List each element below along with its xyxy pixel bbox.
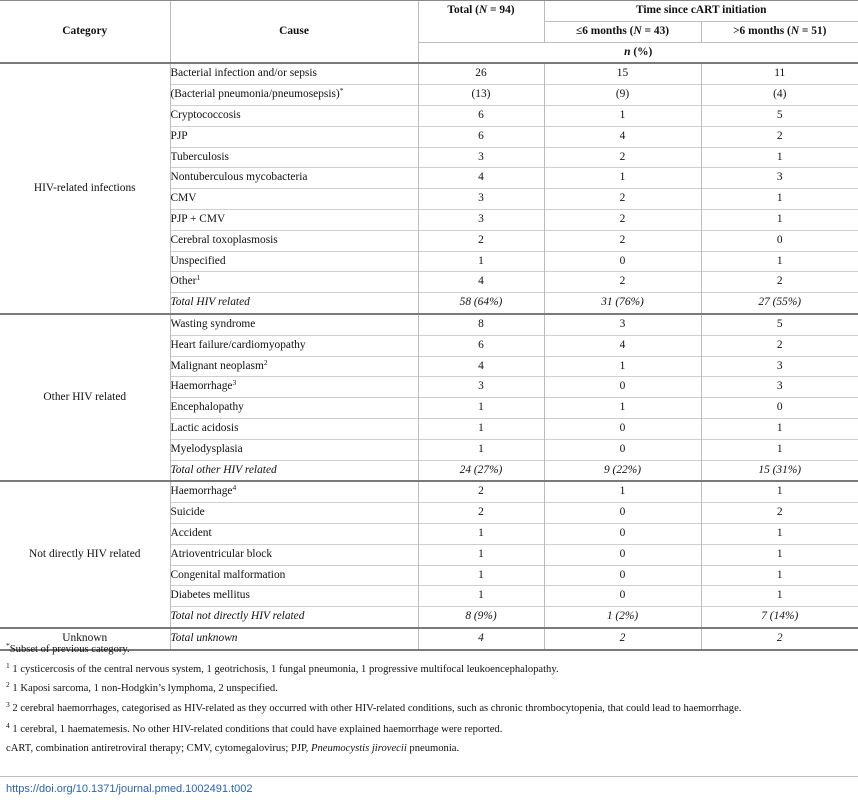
cause-label: Lactic acidosis [170,421,239,434]
value-cell-total: 3 [418,209,544,230]
value-cell-gt6: 3 [701,168,858,189]
value-cell-le6: (9) [544,85,701,106]
value-cell-gt6: 5 [701,314,858,335]
value-cell-le6: 2 [544,628,701,650]
cause-cell [170,293,418,314]
value-cell-total: 1 [418,251,544,272]
value-cell-le6: 0 [544,439,701,460]
value-cell-total: 3 [418,189,544,210]
value-cell-gt6: 1 [701,418,858,439]
value-cell-gt6: 3 [701,377,858,398]
value-cell-total: (13) [418,85,544,106]
value-cell-le6: 0 [544,586,701,607]
value-cell-total: 3 [418,147,544,168]
value-cell-le6: 0 [544,565,701,586]
cause-label: Malignant neoplasm [170,359,264,372]
cause-label: Congenital malformation [170,568,286,581]
value-cell-le6: 1 [544,481,701,502]
value-cell-total: 6 [418,335,544,356]
value-cell-le6: 0 [544,503,701,524]
cause-cell [170,209,418,230]
value-cell-le6: 31 (76%) [544,293,701,314]
value-cell-gt6: 27 (55%) [701,293,858,314]
cause-label: Nontuberculous mycobacteria [170,171,308,184]
cause-cell [170,544,418,565]
cause-label: Tuberculosis [170,150,229,163]
footnote-star: *Subset of previous category. [6,641,130,655]
value-cell-le6: 0 [544,377,701,398]
value-cell-total: 8 (9%) [418,607,544,628]
cause-cell [170,607,418,628]
doi-link[interactable]: https://doi.org/10.1371/journal.pmed.1002491.t002 [6,783,253,795]
value-cell-total: 1 [418,586,544,607]
value-cell-total: 1 [418,418,544,439]
cause-cell [170,272,418,293]
value-cell-gt6: 5 [701,105,858,126]
value-cell-gt6: (4) [701,85,858,106]
value-cell-gt6: 1 [701,523,858,544]
cause-cell [170,314,418,335]
value-cell-total: 1 [418,398,544,419]
header-gt6: >6 months (N = 51) [701,21,858,42]
value-cell-gt6: 0 [701,398,858,419]
footnote-2: $^2$ 1 Kaposi sarcoma, 1 non-Hodgkin’s lymphoma, 2 unspecified. [6,680,278,694]
footnote-1: $^1$ 1 cysticercosis of the central nervous system, 1 geotrichosis, 1 fungal pneumonia, 1 progressive multifocal leukoencephalopathy. [6,660,559,675]
category-cell: Not directly HIV related [0,481,170,628]
header-category: Category [0,1,170,64]
value-cell-total: 6 [418,105,544,126]
cause-label: PJP [170,129,188,142]
cause-label: Total other HIV related [170,463,277,476]
footnote-marker: * [339,86,344,96]
cause-label: PJP + CMV [170,212,226,225]
value-cell-le6: 3 [544,314,701,335]
cause-cell [170,126,418,147]
cause-cell [170,565,418,586]
cause-label: Total HIV related [170,296,250,309]
cause-label: (Bacterial pneumonia/pneumosepsis) [170,88,340,101]
footnote-marker: 1 [196,273,201,283]
value-cell-gt6: 1 [701,544,858,565]
cause-label: Haemorrhage [170,485,233,498]
cause-cell [170,481,418,502]
category-cell: Unknown [0,628,170,650]
value-cell-le6: 1 [544,105,701,126]
footnote-4: $^4$ 1 cerebral, 1 haematemesis. No other HIV-related conditions that could have explained haemorrhage were reported. [6,720,503,735]
value-cell-gt6: 1 [701,439,858,460]
value-cell-le6: 9 (22%) [544,460,701,481]
cause-cell [170,251,418,272]
cause-label: Bacterial infection and/or sepsis [170,67,317,80]
table-row [0,314,858,335]
cause-label: Encephalopathy [170,401,244,414]
footnote-3: $^3$ 2 cerebral haemorrhages, categorised as HIV-related as they occurred with other HIV-related conditions, such as chronic thrombocytopenia, that could lead to haemorrhage. [6,699,742,714]
value-cell-le6: 0 [544,418,701,439]
cause-cell [170,63,418,84]
value-cell-total: 2 [418,503,544,524]
value-cell-le6: 0 [544,544,701,565]
table-body [0,63,858,649]
cause-label: Unspecified [170,254,226,267]
category-cell: HIV-related infections [0,63,170,314]
cause-label: Total not directly HIV related [170,610,305,623]
value-cell-total: 58 (64%) [418,293,544,314]
cause-cell [170,189,418,210]
value-cell-le6: 4 [544,126,701,147]
value-cell-le6: 0 [544,523,701,544]
cause-cell [170,85,418,106]
cause-cell [170,356,418,377]
value-cell-gt6: 1 [701,209,858,230]
cause-cell [170,398,418,419]
value-cell-gt6: 1 [701,586,858,607]
cause-cell [170,377,418,398]
value-cell-gt6: 11 [701,63,858,84]
value-cell-total: 1 [418,523,544,544]
cause-cell [170,586,418,607]
value-cell-gt6: 1 [701,251,858,272]
value-cell-total: 2 [418,481,544,502]
footnote-marker: 3 [232,378,237,388]
footer [0,776,858,795]
cause-label: Accident [170,526,212,539]
cause-cell [170,230,418,251]
header-total: Total (N = 94) [418,1,544,22]
cause-label: Cryptococcosis [170,108,241,121]
value-cell-le6: 15 [544,63,701,84]
cause-label: CMV [170,192,197,205]
cause-label: Other [170,275,197,288]
cause-label: Heart failure/cardiomyopathy [170,338,306,351]
value-cell-le6: 4 [544,335,701,356]
value-cell-gt6: 2 [701,335,858,356]
header-le6: ≤6 months (N = 43) [544,21,701,42]
value-cell-gt6: 15 (31%) [701,460,858,481]
value-cell-gt6: 2 [701,503,858,524]
value-cell-gt6: 3 [701,356,858,377]
cause-label: Wasting syndrome [170,317,256,330]
value-cell-total: 4 [418,272,544,293]
header-time-since: Time since cART initiation [544,1,858,22]
value-cell-le6: 1 [544,168,701,189]
value-cell-total: 1 [418,544,544,565]
value-cell-gt6: 0 [701,230,858,251]
header-cause: Cause [170,1,418,64]
value-cell-gt6: 7 (14%) [701,607,858,628]
value-cell-le6: 2 [544,147,701,168]
value-cell-le6: 1 [544,398,701,419]
value-cell-le6: 1 [544,356,701,377]
value-cell-total: 24 (27%) [418,460,544,481]
cause-label: Suicide [170,506,205,519]
value-cell-gt6: 1 [701,147,858,168]
value-cell-le6: 1 (2%) [544,607,701,628]
cause-cell [170,439,418,460]
value-cell-total: 4 [418,628,544,650]
cause-cell [170,147,418,168]
value-cell-total: 4 [418,168,544,189]
value-cell-le6: 2 [544,189,701,210]
footnote-abbreviations: cART, combination antiretroviral therapy; CMV, cytomegalovirus; PJP, Pneumocystis jirovecii pneumonia. [6,743,460,754]
cause-cell [170,523,418,544]
table-row [0,63,858,84]
cause-cell [170,105,418,126]
header-n-pct: n (%) [418,42,858,63]
value-cell-gt6: 2 [701,628,858,650]
value-cell-total: 3 [418,377,544,398]
table-row [0,481,858,502]
header-total-spacer [418,21,544,42]
value-cell-gt6: 1 [701,565,858,586]
category-cell: Other HIV related [0,314,170,481]
value-cell-gt6: 1 [701,481,858,502]
value-cell-le6: 2 [544,272,701,293]
value-cell-total: 6 [418,126,544,147]
value-cell-le6: 2 [544,209,701,230]
value-cell-total: 2 [418,230,544,251]
cause-cell [170,335,418,356]
cause-label: Diabetes mellitus [170,589,250,602]
cause-cell [170,418,418,439]
value-cell-le6: 2 [544,230,701,251]
value-cell-total: 26 [418,63,544,84]
value-cell-total: 4 [418,356,544,377]
cause-label: Total unknown [170,631,238,644]
cause-label: Myelodysplasia [170,442,243,455]
value-cell-total: 1 [418,439,544,460]
value-cell-gt6: 2 [701,126,858,147]
value-cell-gt6: 1 [701,189,858,210]
value-cell-total: 8 [418,314,544,335]
cause-label: Atrioventricular block [170,547,273,560]
cause-label: Cerebral toxoplasmosis [170,233,278,246]
cause-cell [170,460,418,481]
cause-cell [170,168,418,189]
value-cell-gt6: 2 [701,272,858,293]
value-cell-total: 1 [418,565,544,586]
footnote-marker: 4 [232,483,237,493]
cause-label: Haemorrhage [170,380,233,393]
footnote-marker: 2 [263,357,268,367]
footnotes [6,640,852,759]
value-cell-le6: 0 [544,251,701,272]
cause-cell [170,503,418,524]
